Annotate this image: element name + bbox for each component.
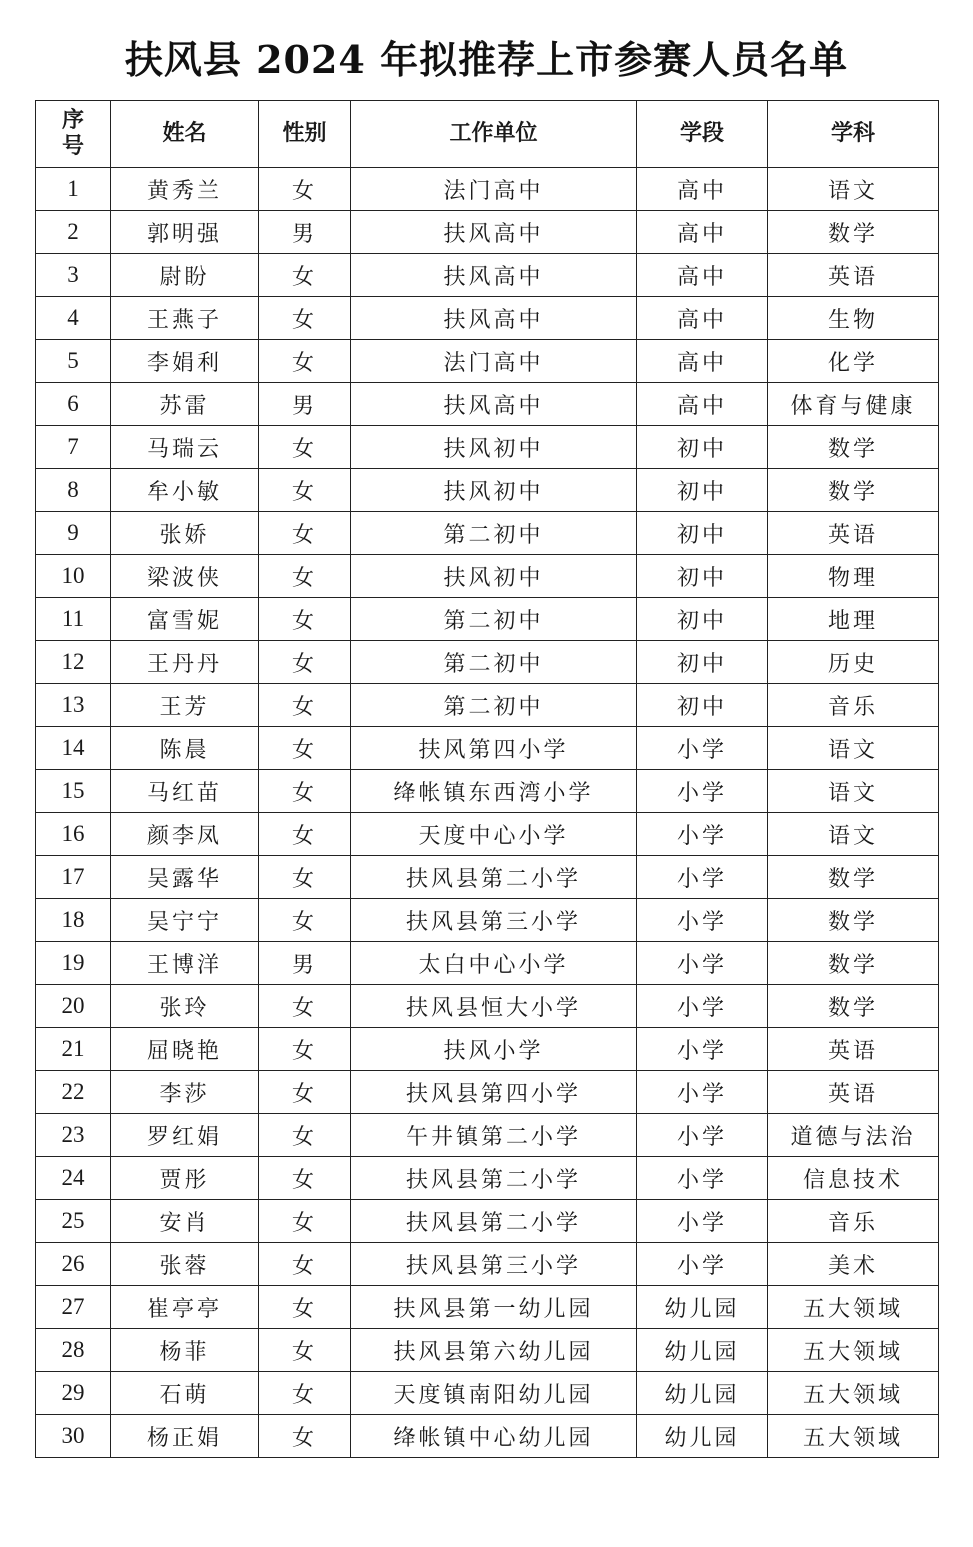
cell-stage: 小学 — [637, 1028, 768, 1071]
table-row — [36, 426, 939, 469]
cell-index: 22 — [36, 1071, 111, 1114]
cell-unit: 扶风县第二小学 — [351, 1157, 637, 1200]
cell-stage: 小学 — [637, 1157, 768, 1200]
cell-subject: 物理 — [768, 555, 939, 598]
table-row — [36, 942, 939, 985]
cell-gender: 女 — [259, 297, 351, 340]
cell-name: 牟小敏 — [111, 469, 259, 512]
cell-gender: 女 — [259, 1114, 351, 1157]
cell-unit: 太白中心小学 — [351, 942, 637, 985]
table-row — [36, 899, 939, 942]
cell-stage: 小学 — [637, 985, 768, 1028]
cell-gender: 女 — [259, 770, 351, 813]
cell-subject: 历史 — [768, 641, 939, 684]
table-row — [36, 770, 939, 813]
table-row — [36, 1157, 939, 1200]
cell-unit: 扶风县第四小学 — [351, 1071, 637, 1114]
cell-gender: 女 — [259, 684, 351, 727]
cell-gender: 女 — [259, 1372, 351, 1415]
cell-index: 27 — [36, 1286, 111, 1329]
cell-index: 16 — [36, 813, 111, 856]
cell-gender: 女 — [259, 1415, 351, 1458]
page-title: 扶风县 2024 年拟推荐上市参赛人员名单 — [124, 37, 849, 82]
cell-stage: 小学 — [637, 1071, 768, 1114]
cell-name: 尉盼 — [111, 254, 259, 297]
cell-subject: 语文 — [768, 813, 939, 856]
cell-index: 20 — [36, 985, 111, 1028]
cell-subject: 数学 — [768, 856, 939, 899]
cell-index: 26 — [36, 1243, 111, 1286]
cell-name: 吴宁宁 — [111, 899, 259, 942]
cell-stage: 幼儿园 — [637, 1286, 768, 1329]
cell-gender: 女 — [259, 1243, 351, 1286]
cell-name: 苏雷 — [111, 383, 259, 426]
table-row — [36, 254, 939, 297]
cell-subject: 英语 — [768, 1071, 939, 1114]
cell-name: 郭明强 — [111, 211, 259, 254]
table-row — [36, 211, 939, 254]
cell-name: 张玲 — [111, 985, 259, 1028]
cell-stage: 小学 — [637, 1243, 768, 1286]
cell-name: 崔亭亭 — [111, 1286, 259, 1329]
cell-index: 15 — [36, 770, 111, 813]
cell-name: 王燕子 — [111, 297, 259, 340]
cell-stage: 小学 — [637, 1114, 768, 1157]
cell-subject: 数学 — [768, 211, 939, 254]
cell-unit: 扶风初中 — [351, 555, 637, 598]
cell-subject: 数学 — [768, 426, 939, 469]
table-row — [36, 512, 939, 555]
cell-index: 14 — [36, 727, 111, 770]
table-row — [36, 1415, 939, 1458]
header-subject: 学科 — [768, 101, 939, 168]
cell-gender: 女 — [259, 1200, 351, 1243]
table-row — [36, 1114, 939, 1157]
cell-name: 罗红娟 — [111, 1114, 259, 1157]
cell-name: 王丹丹 — [111, 641, 259, 684]
cell-subject: 数学 — [768, 899, 939, 942]
table-row — [36, 598, 939, 641]
table-row — [36, 727, 939, 770]
header-unit: 工作单位 — [351, 101, 637, 168]
cell-subject: 五大领域 — [768, 1372, 939, 1415]
cell-stage: 初中 — [637, 684, 768, 727]
cell-index: 10 — [36, 555, 111, 598]
cell-unit: 绛帐镇东西湾小学 — [351, 770, 637, 813]
cell-gender: 女 — [259, 1329, 351, 1372]
cell-unit: 第二初中 — [351, 512, 637, 555]
cell-subject: 语文 — [768, 770, 939, 813]
cell-name: 富雪妮 — [111, 598, 259, 641]
cell-gender: 女 — [259, 340, 351, 383]
cell-gender: 女 — [259, 856, 351, 899]
cell-gender: 女 — [259, 1157, 351, 1200]
cell-unit: 法门高中 — [351, 340, 637, 383]
cell-subject: 美术 — [768, 1243, 939, 1286]
header-name: 姓名 — [111, 101, 259, 168]
cell-subject: 体育与健康 — [768, 383, 939, 426]
cell-subject: 信息技术 — [768, 1157, 939, 1200]
cell-index: 30 — [36, 1415, 111, 1458]
cell-gender: 男 — [259, 211, 351, 254]
table-row — [36, 383, 939, 426]
cell-subject: 地理 — [768, 598, 939, 641]
cell-unit: 午井镇第二小学 — [351, 1114, 637, 1157]
cell-stage: 高中 — [637, 340, 768, 383]
cell-name: 王博洋 — [111, 942, 259, 985]
cell-index: 8 — [36, 469, 111, 512]
cell-index: 23 — [36, 1114, 111, 1157]
cell-gender: 女 — [259, 641, 351, 684]
cell-stage: 高中 — [637, 383, 768, 426]
cell-gender: 女 — [259, 555, 351, 598]
cell-stage: 小学 — [637, 899, 768, 942]
cell-unit: 扶风县第二小学 — [351, 856, 637, 899]
cell-index: 21 — [36, 1028, 111, 1071]
cell-name: 王芳 — [111, 684, 259, 727]
table-row — [36, 1071, 939, 1114]
cell-index: 5 — [36, 340, 111, 383]
cell-unit: 扶风初中 — [351, 469, 637, 512]
table-row — [36, 813, 939, 856]
cell-index: 17 — [36, 856, 111, 899]
cell-index: 25 — [36, 1200, 111, 1243]
cell-name: 张娇 — [111, 512, 259, 555]
cell-unit: 扶风县第三小学 — [351, 899, 637, 942]
cell-subject: 生物 — [768, 297, 939, 340]
table-row — [36, 1329, 939, 1372]
cell-subject: 音乐 — [768, 1200, 939, 1243]
cell-subject: 音乐 — [768, 684, 939, 727]
cell-name: 石萌 — [111, 1372, 259, 1415]
cell-index: 18 — [36, 899, 111, 942]
cell-unit: 天度中心小学 — [351, 813, 637, 856]
cell-subject: 五大领域 — [768, 1286, 939, 1329]
cell-name: 安肖 — [111, 1200, 259, 1243]
cell-index: 11 — [36, 598, 111, 641]
cell-unit: 扶风第四小学 — [351, 727, 637, 770]
cell-gender: 女 — [259, 168, 351, 211]
cell-name: 吴露华 — [111, 856, 259, 899]
cell-stage: 初中 — [637, 426, 768, 469]
cell-stage: 幼儿园 — [637, 1372, 768, 1415]
cell-subject: 道德与法治 — [768, 1114, 939, 1157]
cell-gender: 女 — [259, 985, 351, 1028]
table-row — [36, 1286, 939, 1329]
cell-stage: 幼儿园 — [637, 1329, 768, 1372]
cell-name: 黄秀兰 — [111, 168, 259, 211]
cell-stage: 小学 — [637, 942, 768, 985]
cell-gender: 男 — [259, 942, 351, 985]
cell-subject: 五大领域 — [768, 1415, 939, 1458]
cell-stage: 初中 — [637, 555, 768, 598]
table-row — [36, 297, 939, 340]
cell-stage: 小学 — [637, 770, 768, 813]
table-row — [36, 1372, 939, 1415]
cell-name: 李莎 — [111, 1071, 259, 1114]
cell-index: 6 — [36, 383, 111, 426]
cell-subject: 英语 — [768, 1028, 939, 1071]
cell-unit: 第二初中 — [351, 684, 637, 727]
cell-stage: 小学 — [637, 727, 768, 770]
table-row — [36, 985, 939, 1028]
cell-subject: 化学 — [768, 340, 939, 383]
cell-gender: 女 — [259, 727, 351, 770]
cell-unit: 扶风小学 — [351, 1028, 637, 1071]
table-row — [36, 1028, 939, 1071]
cell-stage: 小学 — [637, 856, 768, 899]
table-header-row — [36, 101, 939, 168]
cell-gender: 女 — [259, 813, 351, 856]
cell-stage: 初中 — [637, 641, 768, 684]
cell-subject: 数学 — [768, 985, 939, 1028]
table-row — [36, 1200, 939, 1243]
cell-unit: 扶风高中 — [351, 297, 637, 340]
cell-subject: 英语 — [768, 254, 939, 297]
cell-name: 屈晓艳 — [111, 1028, 259, 1071]
cell-index: 24 — [36, 1157, 111, 1200]
cell-stage: 高中 — [637, 254, 768, 297]
header-gender: 性别 — [259, 101, 351, 168]
cell-stage: 小学 — [637, 1200, 768, 1243]
cell-unit: 扶风县第一幼儿园 — [351, 1286, 637, 1329]
cell-name: 马瑞云 — [111, 426, 259, 469]
cell-name: 杨菲 — [111, 1329, 259, 1372]
header-index — [36, 101, 111, 168]
cell-stage: 初中 — [637, 598, 768, 641]
cell-index: 1 — [36, 168, 111, 211]
cell-unit: 扶风高中 — [351, 211, 637, 254]
cell-unit: 扶风县第三小学 — [351, 1243, 637, 1286]
cell-unit: 扶风县恒大小学 — [351, 985, 637, 1028]
cell-unit: 扶风初中 — [351, 426, 637, 469]
cell-index: 29 — [36, 1372, 111, 1415]
participant-table — [35, 100, 939, 1458]
cell-index: 28 — [36, 1329, 111, 1372]
table-row — [36, 469, 939, 512]
cell-gender: 女 — [259, 469, 351, 512]
cell-unit: 扶风高中 — [351, 383, 637, 426]
cell-name: 陈晨 — [111, 727, 259, 770]
cell-unit: 扶风县第二小学 — [351, 1200, 637, 1243]
cell-index: 9 — [36, 512, 111, 555]
table-row — [36, 1243, 939, 1286]
cell-stage: 幼儿园 — [637, 1415, 768, 1458]
cell-unit: 第二初中 — [351, 598, 637, 641]
cell-gender: 男 — [259, 383, 351, 426]
cell-subject: 五大领域 — [768, 1329, 939, 1372]
cell-gender: 女 — [259, 512, 351, 555]
cell-unit: 绛帐镇中心幼儿园 — [351, 1415, 637, 1458]
cell-unit: 法门高中 — [351, 168, 637, 211]
cell-gender: 女 — [259, 598, 351, 641]
table-row — [36, 856, 939, 899]
cell-index: 4 — [36, 297, 111, 340]
table-row — [36, 641, 939, 684]
cell-name: 杨正娟 — [111, 1415, 259, 1458]
cell-subject: 语文 — [768, 168, 939, 211]
table-row — [36, 168, 939, 211]
cell-name: 张蓉 — [111, 1243, 259, 1286]
cell-unit: 天度镇南阳幼儿园 — [351, 1372, 637, 1415]
cell-index: 19 — [36, 942, 111, 985]
cell-name: 李娟利 — [111, 340, 259, 383]
cell-unit: 扶风高中 — [351, 254, 637, 297]
cell-stage: 高中 — [637, 211, 768, 254]
cell-index: 3 — [36, 254, 111, 297]
table-row — [36, 555, 939, 598]
cell-gender: 女 — [259, 1028, 351, 1071]
table-row — [36, 684, 939, 727]
cell-stage: 高中 — [637, 297, 768, 340]
cell-subject: 语文 — [768, 727, 939, 770]
cell-name: 颜李凤 — [111, 813, 259, 856]
header-stage: 学段 — [637, 101, 768, 168]
cell-index: 12 — [36, 641, 111, 684]
cell-stage: 小学 — [637, 813, 768, 856]
cell-stage: 初中 — [637, 469, 768, 512]
cell-name: 梁波侠 — [111, 555, 259, 598]
cell-subject: 英语 — [768, 512, 939, 555]
table-body — [36, 168, 939, 1458]
cell-stage: 高中 — [637, 168, 768, 211]
cell-gender: 女 — [259, 899, 351, 942]
header-index-label: 序 号 — [61, 108, 84, 159]
cell-index: 13 — [36, 684, 111, 727]
cell-gender: 女 — [259, 1286, 351, 1329]
cell-gender: 女 — [259, 254, 351, 297]
cell-index: 7 — [36, 426, 111, 469]
cell-unit: 扶风县第六幼儿园 — [351, 1329, 637, 1372]
cell-gender: 女 — [259, 1071, 351, 1114]
cell-name: 贾彤 — [111, 1157, 259, 1200]
cell-subject: 数学 — [768, 942, 939, 985]
cell-stage: 初中 — [637, 512, 768, 555]
cell-unit: 第二初中 — [351, 641, 637, 684]
cell-gender: 女 — [259, 426, 351, 469]
cell-index: 2 — [36, 211, 111, 254]
cell-subject: 数学 — [768, 469, 939, 512]
cell-name: 马红苗 — [111, 770, 259, 813]
table-row — [36, 340, 939, 383]
